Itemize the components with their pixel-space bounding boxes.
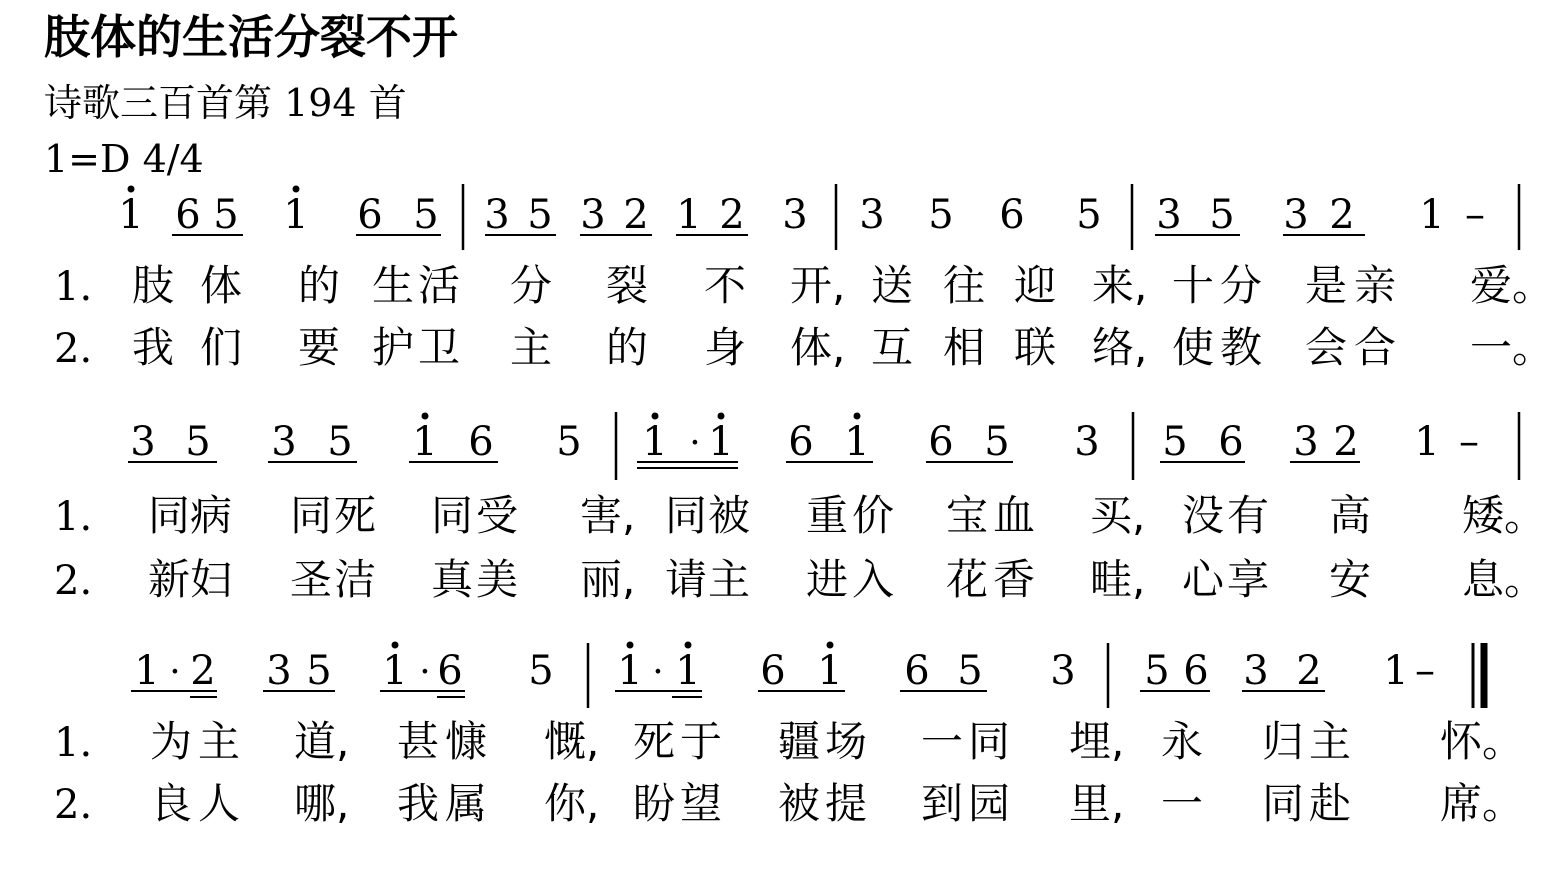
lyric-syllable: 买, — [1090, 491, 1146, 540]
note: 2 — [623, 192, 649, 238]
lyric-syllable: 送 — [871, 261, 914, 310]
lyric-syllable: 亲 — [1354, 261, 1397, 310]
high-note: 1 — [412, 419, 438, 465]
note: 1 — [134, 648, 160, 694]
lyric-syllable: 席。 — [1440, 779, 1525, 828]
lyric-syllable: 入 — [852, 555, 895, 604]
lyric-syllable: 的 — [606, 323, 649, 372]
lyric-syllable: 身 — [704, 323, 747, 372]
lyric-syllable: 一 — [921, 717, 964, 766]
note: 6 — [904, 648, 930, 694]
lyric-syllable: 埋, — [1069, 717, 1125, 766]
lyric-syllable: 良 — [150, 779, 193, 828]
high-note: 1 — [617, 648, 643, 694]
note: 6 — [437, 648, 463, 694]
note: 5 — [928, 192, 954, 238]
lyric-syllable: 一 — [1161, 779, 1204, 828]
note: 3 — [266, 648, 292, 694]
lyric-syllable: 美 — [476, 555, 519, 604]
lyric-syllable: 卫 — [418, 323, 461, 372]
lyric-syllable: 洁 — [334, 555, 377, 604]
lyric-syllable: 不 — [704, 261, 747, 310]
note: 3 — [1243, 648, 1269, 694]
lyric-syllable: 使 — [1172, 323, 1215, 372]
lyric-syllable: 体, — [790, 323, 846, 372]
note: 5 — [556, 419, 582, 465]
lyric-syllable: 同 — [290, 491, 333, 540]
note: 5 — [327, 419, 353, 465]
lyric-syllable: 我 — [397, 779, 440, 828]
lyric-syllable: 一。 — [1470, 323, 1555, 372]
note: 2 — [1296, 648, 1322, 694]
octave-dot — [392, 642, 399, 649]
lyric-syllable: 安 — [1329, 555, 1372, 604]
lyric-syllable: 主 — [1309, 717, 1352, 766]
note: 6 — [760, 648, 786, 694]
lyric-syllable: 肢 — [132, 261, 175, 310]
note: 3 — [1074, 419, 1100, 465]
lyric-syllable: 进 — [806, 555, 849, 604]
lyric-syllable: 要 — [298, 323, 341, 372]
lyric-syllable: 主 — [708, 555, 751, 604]
lyric-syllable: 盼 — [633, 779, 676, 828]
high-note: 1 — [844, 419, 870, 465]
lyrics-layer — [54, 261, 1554, 828]
lyric-syllable: 分 — [1220, 261, 1263, 310]
lyric-syllable: 享 — [1227, 555, 1270, 604]
note: 1 — [676, 192, 702, 238]
lyric-syllable: 被 — [708, 491, 751, 540]
lyric-syllable: 合 — [1354, 323, 1397, 372]
lyric-syllable: 分 — [510, 261, 553, 310]
lyric-syllable: 们 — [200, 323, 243, 372]
note: 6 — [175, 192, 201, 238]
hymn-number: 诗歌三百首第 194 首 — [44, 81, 407, 125]
lyric-syllable: 提 — [825, 779, 868, 828]
lyric-syllable: 花 — [946, 555, 989, 604]
lyric-syllable: 疆 — [778, 717, 821, 766]
lyric-syllable: 于 — [680, 717, 723, 766]
high-note: 1 — [817, 648, 843, 694]
lyric-syllable: 丽, — [580, 555, 636, 604]
lyric-syllable: 香 — [993, 555, 1036, 604]
note: 6 — [468, 419, 494, 465]
lyric-syllable: 主 — [198, 717, 241, 766]
lyric-syllable: 慨, — [544, 717, 600, 766]
lyric-syllable: 会 — [1305, 323, 1348, 372]
lyric-syllable: 没 — [1182, 491, 1225, 540]
augmentation-dot: · — [419, 652, 431, 693]
lyric-syllable: 生 — [372, 261, 415, 310]
lyric-syllable: 重 — [806, 491, 849, 540]
verse-marker: 1. — [54, 494, 93, 540]
lyric-syllable: 相 — [943, 323, 986, 372]
note: 5 — [185, 419, 211, 465]
lyric-syllable: 你, — [544, 779, 600, 828]
lyric-syllable: 价 — [852, 491, 895, 540]
lyric-syllable: 我 — [132, 323, 175, 372]
note: 2 — [1333, 419, 1359, 465]
lyric-syllable: 永 — [1161, 717, 1204, 766]
note: 3 — [1293, 419, 1319, 465]
note: 6 — [999, 192, 1025, 238]
lyric-syllable: 归 — [1262, 717, 1305, 766]
lyric-syllable: 赴 — [1309, 779, 1352, 828]
lyric-syllable: 受 — [476, 491, 519, 540]
lyric-syllable: 爱。 — [1470, 261, 1555, 310]
octave-dot — [685, 642, 692, 649]
lyric-syllable: 妇 — [190, 555, 233, 604]
lyric-syllable: 来, — [1092, 261, 1148, 310]
lyric-syllable: 有 — [1227, 491, 1270, 540]
lyric-syllable: 哪, — [294, 779, 350, 828]
high-note: 1 — [382, 648, 408, 694]
note: 6 — [1218, 419, 1244, 465]
note: 3 — [580, 192, 606, 238]
octave-dot — [627, 642, 634, 649]
hold-dash: – — [1465, 192, 1485, 238]
lyric-syllable: 慷 — [445, 717, 488, 766]
key-signature: 1=D 4/4 — [44, 137, 204, 181]
note: 3 — [1156, 192, 1182, 238]
note: 6 — [357, 192, 383, 238]
augmentation-dot: · — [689, 423, 701, 464]
note: 6 — [928, 419, 954, 465]
note: 5 — [984, 419, 1010, 465]
lyric-syllable: 望 — [680, 779, 723, 828]
lyric-syllable: 到 — [921, 779, 964, 828]
note: 5 — [413, 192, 439, 238]
note: 3 — [130, 419, 156, 465]
octave-dot — [128, 186, 135, 193]
lyric-syllable: 护 — [372, 323, 415, 372]
lyric-syllable: 的 — [298, 261, 341, 310]
lyric-syllable: 裂 — [606, 261, 649, 310]
lyric-syllable: 人 — [198, 779, 241, 828]
high-note: 1 — [642, 419, 668, 465]
lyric-syllable: 同 — [1262, 779, 1305, 828]
lyric-syllable: 联 — [1014, 323, 1057, 372]
octave-dot — [827, 642, 834, 649]
high-note: 1 — [708, 419, 734, 465]
high-note: 1 — [675, 648, 701, 694]
lyric-syllable: 迎 — [1014, 261, 1057, 310]
note: 3 — [1283, 192, 1309, 238]
note: 3 — [859, 192, 885, 238]
lyric-syllable: 为 — [150, 717, 193, 766]
hold-dash: – — [1459, 419, 1479, 465]
note: 5 — [213, 192, 239, 238]
lyric-syllable: 死 — [633, 717, 676, 766]
note: 5 — [528, 648, 554, 694]
lyric-syllable: 属 — [445, 779, 488, 828]
lyric-syllable: 矮。 — [1462, 491, 1547, 540]
octave-dot — [718, 413, 725, 420]
note: 6 — [788, 419, 814, 465]
lyric-syllable: 园 — [968, 779, 1011, 828]
note: 3 — [484, 192, 510, 238]
lyric-syllable: 被 — [778, 779, 821, 828]
lyric-syllable: 活 — [418, 261, 461, 310]
lyric-syllable: 是 — [1305, 261, 1348, 310]
lyric-syllable: 同 — [431, 491, 474, 540]
lyric-syllable: 同 — [968, 717, 1011, 766]
note: 1 — [1383, 648, 1409, 694]
note: 3 — [782, 192, 808, 238]
lyric-syllable: 体 — [200, 261, 243, 310]
hold-dash: – — [1415, 648, 1435, 694]
lyric-syllable: 教 — [1220, 323, 1263, 372]
lyric-syllable: 十 — [1172, 261, 1215, 310]
lyric-syllable: 息。 — [1462, 555, 1547, 604]
verse-marker: 1. — [54, 264, 93, 310]
lyric-syllable: 同 — [148, 491, 191, 540]
high-note: 1 — [118, 192, 144, 238]
lyric-syllable: 病 — [190, 491, 233, 540]
lyric-syllable: 新 — [148, 555, 191, 604]
lyric-syllable: 宝 — [946, 491, 989, 540]
lyric-syllable: 里, — [1069, 779, 1125, 828]
note: 5 — [1162, 419, 1188, 465]
note: 5 — [1209, 192, 1235, 238]
note: 5 — [957, 648, 983, 694]
lyric-syllable: 场 — [825, 717, 868, 766]
lyric-syllable: 同 — [665, 491, 708, 540]
lyric-syllable: 主 — [510, 323, 553, 372]
octave-dot — [422, 413, 429, 420]
note: 5 — [1076, 192, 1102, 238]
lyric-syllable: 真 — [431, 555, 474, 604]
lyric-syllable: 圣 — [290, 555, 333, 604]
lyric-syllable: 血 — [993, 491, 1036, 540]
lyric-syllable: 请 — [665, 555, 708, 604]
note: 5 — [306, 648, 332, 694]
note: 6 — [1183, 648, 1209, 694]
augmentation-dot: · — [169, 652, 181, 693]
augmentation-dot: · — [652, 652, 664, 693]
note: 2 — [1329, 192, 1355, 238]
song-title: 肢体的生活分裂不开 — [44, 10, 458, 64]
note: 2 — [719, 192, 745, 238]
lyric-syllable: 高 — [1329, 491, 1372, 540]
note: 2 — [190, 648, 216, 694]
note: 1 — [1419, 192, 1445, 238]
octave-dot — [854, 413, 861, 420]
verse-marker: 2. — [54, 782, 93, 828]
lyric-syllable: 互 — [871, 323, 914, 372]
lyric-syllable: 怀。 — [1440, 717, 1525, 766]
lyric-syllable: 甚 — [397, 717, 440, 766]
verse-marker: 1. — [54, 720, 93, 766]
octave-dot — [293, 186, 300, 193]
lyric-syllable: 往 — [943, 261, 986, 310]
lyric-syllable: 络, — [1092, 323, 1148, 372]
note: 5 — [527, 192, 553, 238]
note: 1 — [1414, 419, 1440, 465]
lyric-syllable: 畦, — [1090, 555, 1146, 604]
high-note: 1 — [283, 192, 309, 238]
note: 5 — [1144, 648, 1170, 694]
lyric-syllable: 开, — [790, 261, 846, 310]
note: 3 — [271, 419, 297, 465]
verse-marker: 2. — [54, 558, 93, 604]
verse-marker: 2. — [54, 326, 93, 372]
note: 3 — [1050, 648, 1076, 694]
lyric-syllable: 心 — [1182, 555, 1225, 604]
octave-dot — [652, 413, 659, 420]
lyric-syllable: 死 — [334, 491, 377, 540]
lyric-syllable: 害, — [580, 491, 636, 540]
lyric-syllable: 道, — [294, 717, 350, 766]
